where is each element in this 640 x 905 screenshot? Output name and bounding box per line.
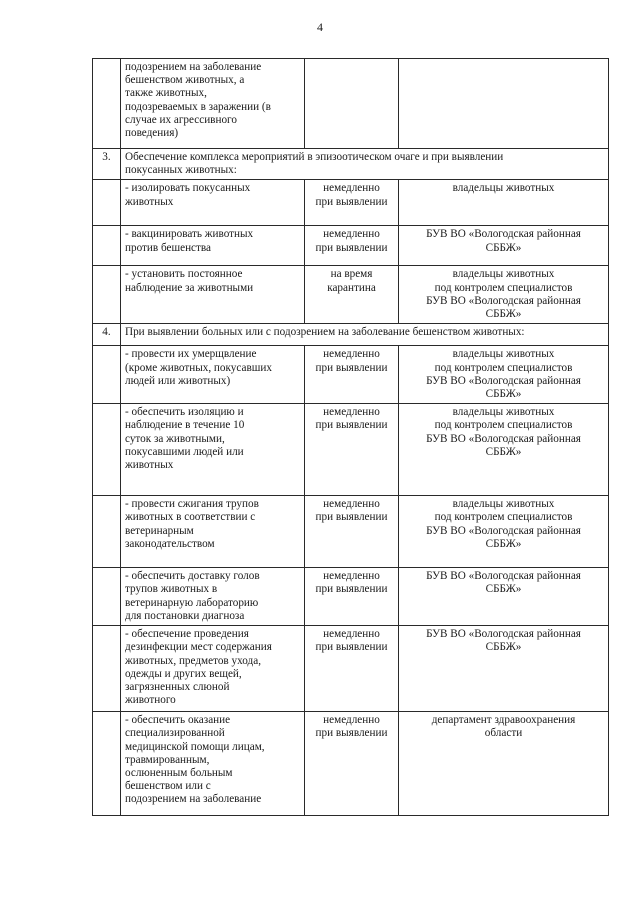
term-cell-line: при выявлении	[315, 195, 388, 208]
responsible-cell-line: владельцы животных	[452, 182, 555, 195]
term-cell	[305, 266, 399, 324]
action-cell-line: - обеспечить изоляцию и	[125, 406, 244, 419]
action-cell-line: поведения)	[125, 127, 179, 140]
section-heading	[121, 149, 609, 180]
term-cell-line: карантина	[327, 281, 376, 294]
row-number	[93, 180, 121, 226]
responsible-cell	[399, 496, 609, 568]
action-cell-line: людей или животных)	[125, 374, 231, 387]
responsible-cell-line: департамент здравоохранения	[431, 714, 576, 727]
action-cell	[121, 346, 305, 404]
action-cell-line: подозрением на заболевание	[125, 61, 262, 73]
term-cell-line: немедленно	[323, 228, 380, 241]
section-row	[93, 149, 609, 180]
responsible-cell-line: СББЖ»	[485, 308, 522, 321]
action-cell-line: ослюненным больным	[125, 767, 233, 780]
term-cell-line: немедленно	[323, 182, 380, 195]
row-number: 4.	[93, 324, 121, 346]
action-cell-line: животных, предметов ухода,	[125, 654, 261, 667]
table-body	[93, 59, 609, 816]
action-cell-line: животных	[125, 459, 174, 472]
table-row	[93, 59, 609, 149]
section-heading-line: покусанных животных:	[125, 164, 237, 177]
responsible-cell-line: СББЖ»	[485, 445, 522, 458]
term-cell-line: немедленно	[323, 628, 380, 641]
action-cell-line: - провести их умерщвление	[125, 348, 257, 361]
action-cell-line: - обеспечить оказание	[125, 714, 231, 727]
action-cell	[121, 226, 305, 266]
action-cell-line: - установить постоянное	[125, 268, 243, 281]
row-number	[93, 712, 121, 816]
row-number	[93, 404, 121, 496]
term-cell-line: при выявлении	[315, 419, 388, 432]
term-cell-line: при выявлении	[315, 641, 388, 654]
action-cell-line: - обеспечение проведения	[125, 628, 249, 641]
responsible-cell-line: БУВ ВО «Вологодская районная	[426, 294, 581, 307]
action-cell	[121, 496, 305, 568]
responsible-cell-line: владельцы животных	[452, 348, 555, 361]
term-cell-line: при выявлении	[315, 727, 388, 740]
responsible-cell-line: под контролем специалистов	[434, 511, 573, 524]
action-cell-line: бешенством или с	[125, 780, 211, 793]
action-cell-line: животных	[125, 195, 174, 208]
action-cell-line: - вакцинировать животных	[125, 228, 254, 241]
responsible-cell	[399, 712, 609, 816]
responsible-cell-line: БУВ ВО «Вологодская районная	[426, 628, 581, 641]
action-cell-line: наблюдение в течение 10	[125, 419, 245, 432]
term-cell-line: немедленно	[323, 498, 380, 511]
responsible-cell-line: СББЖ»	[485, 537, 522, 550]
action-cell-line: ветеринарным	[125, 524, 194, 537]
row-number	[93, 266, 121, 324]
section-row	[93, 324, 609, 346]
section-heading-line: Обеспечение комплекса мероприятий в эпизоотическом очаге и при выявлении	[125, 151, 504, 163]
action-cell	[121, 568, 305, 626]
row-number	[93, 568, 121, 626]
responsible-cell-line: владельцы животных	[452, 268, 555, 281]
action-cell	[121, 626, 305, 712]
action-cell-line: (кроме животных, покусавших	[125, 361, 272, 374]
action-cell-line: для постановки диагноза	[125, 609, 245, 622]
section-heading	[121, 324, 609, 346]
action-cell-line: - изолировать покусанных	[125, 182, 251, 195]
table-row	[93, 568, 609, 626]
responsible-cell-line: БУВ ВО «Вологодская районная	[426, 432, 581, 445]
term-cell	[305, 496, 399, 568]
responsible-cell	[399, 266, 609, 324]
row-number	[93, 496, 121, 568]
responsible-cell-line: области	[484, 727, 523, 740]
action-cell-line: - обеспечить доставку голов	[125, 570, 260, 583]
action-cell-line: медицинской помощи лицам,	[125, 740, 265, 753]
action-cell-line: загрязненных слюной	[125, 681, 230, 694]
action-cell	[121, 404, 305, 496]
responsible-cell-line: под контролем специалистов	[434, 361, 573, 374]
term-cell-line: на время	[330, 268, 373, 281]
responsible-cell-line: БУВ ВО «Вологодская районная	[426, 228, 581, 241]
action-cell-line: покусавшими людей или	[125, 445, 244, 458]
term-cell	[305, 59, 399, 149]
responsible-cell-line: СББЖ»	[485, 641, 522, 654]
action-cell	[121, 180, 305, 226]
term-cell-line: при выявлении	[315, 361, 388, 374]
responsible-cell	[399, 346, 609, 404]
action-cell	[121, 266, 305, 324]
page-number: 4	[317, 20, 323, 34]
action-cell-line: суток за животными,	[125, 432, 225, 445]
table-row	[93, 346, 609, 404]
responsible-cell	[399, 180, 609, 226]
section-heading-line: При выявлении больных или с подозрением на заболевание бешенством животных:	[125, 326, 525, 339]
responsible-cell	[399, 568, 609, 626]
responsible-cell-line: СББЖ»	[485, 241, 522, 254]
term-cell	[305, 626, 399, 712]
responsible-cell-line: владельцы животных	[452, 498, 555, 511]
action-cell-line: специализированной	[125, 727, 225, 740]
term-cell-line: немедленно	[323, 406, 380, 419]
action-cell-line: одежды и других вещей,	[125, 667, 242, 680]
responsible-cell-line: БУВ ВО «Вологодская районная	[426, 524, 581, 537]
measures-table	[92, 58, 609, 816]
action-cell-line: трупов животных в	[125, 583, 218, 596]
action-cell-line: наблюдение за животными	[125, 281, 254, 294]
action-cell-line: подозрением на заболевание	[125, 793, 262, 806]
action-cell-line: - провести сжигания трупов	[125, 498, 259, 511]
term-cell-line: немедленно	[323, 570, 380, 583]
term-cell-line: при выявлении	[315, 583, 388, 596]
term-cell-line: немедленно	[323, 348, 380, 361]
action-cell-line: подозреваемых в заражении (в	[125, 100, 271, 113]
responsible-cell-line: БУВ ВО «Вологодская районная	[426, 570, 581, 583]
responsible-cell	[399, 226, 609, 266]
row-number	[93, 226, 121, 266]
action-cell-line: бешенством животных, а	[125, 74, 245, 87]
action-cell-line: случае их агрессивного	[125, 113, 237, 126]
action-cell-line: травмированным,	[125, 753, 210, 766]
action-cell-line: также животных,	[125, 87, 207, 100]
action-cell-line: дезинфекции мест содержания	[125, 641, 272, 654]
row-number	[93, 626, 121, 712]
row-number	[93, 346, 121, 404]
table-row	[93, 496, 609, 568]
term-cell	[305, 568, 399, 626]
action-cell-line: законодательством	[125, 537, 215, 550]
action-cell-line: животного	[125, 694, 176, 707]
term-cell	[305, 404, 399, 496]
responsible-cell-line: под контролем специалистов	[434, 419, 573, 432]
responsible-cell	[399, 59, 609, 149]
table-row	[93, 266, 609, 324]
table-row	[93, 226, 609, 266]
action-cell	[121, 712, 305, 816]
term-cell	[305, 226, 399, 266]
table-row	[93, 712, 609, 816]
term-cell	[305, 712, 399, 816]
term-cell	[305, 346, 399, 404]
term-cell-line: при выявлении	[315, 511, 388, 524]
action-cell-line: ветеринарную лабораторию	[125, 596, 259, 609]
row-number	[93, 59, 121, 149]
action-cell-line: животных в соответствии с	[125, 511, 256, 524]
row-number: 3.	[93, 149, 121, 180]
table-row	[93, 180, 609, 226]
table-row	[93, 404, 609, 496]
action-cell	[121, 59, 305, 149]
responsible-cell	[399, 404, 609, 496]
term-cell-line: немедленно	[323, 714, 380, 727]
responsible-cell-line: СББЖ»	[485, 583, 522, 596]
responsible-cell-line: СББЖ»	[485, 388, 522, 401]
table-row	[93, 626, 609, 712]
responsible-cell-line: БУВ ВО «Вологодская районная	[426, 374, 581, 387]
responsible-cell-line: под контролем специалистов	[434, 281, 573, 294]
term-cell	[305, 180, 399, 226]
responsible-cell	[399, 626, 609, 712]
action-cell-line: против бешенства	[125, 241, 212, 254]
term-cell-line: при выявлении	[315, 241, 388, 254]
responsible-cell-line: владельцы животных	[452, 406, 555, 419]
